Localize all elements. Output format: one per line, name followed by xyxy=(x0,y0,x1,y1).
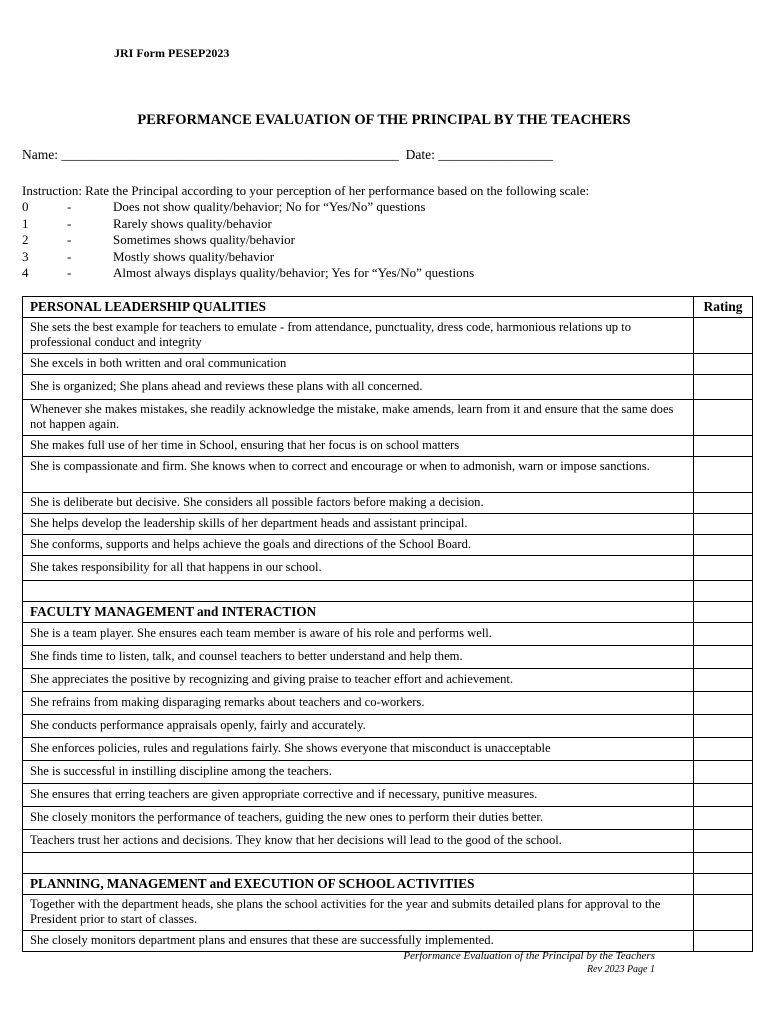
table-row xyxy=(23,807,753,830)
scale-number: 3 xyxy=(22,248,29,264)
scale-number: 1 xyxy=(22,215,29,231)
table-row xyxy=(23,623,753,646)
date-field[interactable]: _________________ xyxy=(438,147,553,162)
table-row xyxy=(23,493,753,514)
criterion-text: She is successful in instilling discipline among the teachers. xyxy=(23,761,694,784)
scale-description: Almost always displays quality/behavior; Yes for “Yes/No” questions xyxy=(113,265,475,281)
rating-cell[interactable] xyxy=(694,784,753,807)
table-row xyxy=(23,715,753,738)
table-row xyxy=(23,669,753,692)
rating-cell[interactable] xyxy=(694,715,753,738)
criterion-text: She enforces policies, rules and regulations fairly. She shows everyone that misconduct is unacceptable xyxy=(23,738,694,761)
scale-dash: - xyxy=(67,248,72,264)
name-date-line xyxy=(22,147,553,163)
scale-number: 2 xyxy=(22,232,29,248)
scale-dash: - xyxy=(67,265,72,281)
rating-cell[interactable] xyxy=(694,692,753,715)
scale-row xyxy=(22,265,589,281)
rating-cell[interactable] xyxy=(694,318,753,354)
rating-cell xyxy=(694,874,753,895)
rating-cell[interactable] xyxy=(694,436,753,457)
rating-cell[interactable] xyxy=(694,556,753,581)
footer-title: Performance Evaluation of the Principal by the Teachers xyxy=(403,950,655,962)
table-row xyxy=(23,375,753,400)
criterion-text: She is organized; She plans ahead and reviews these plans with all concerned. xyxy=(23,375,694,400)
criterion-text: Whenever she makes mistakes, she readily acknowledge the mistake, make amends, learn from it and ensure that the same does not happen again. xyxy=(23,400,694,436)
section-header-row xyxy=(23,874,753,895)
rating-cell xyxy=(694,853,753,874)
scale-row xyxy=(22,216,589,232)
section-heading: PERSONAL LEADERSHIP QUALITIES xyxy=(23,297,694,318)
instruction-text: Instruction: Rate the Principal according to your perception of her performance based on the following scale: xyxy=(22,183,590,198)
table-row xyxy=(23,318,753,354)
date-label: Date: xyxy=(405,147,435,162)
rating-header: Rating xyxy=(694,297,753,318)
criterion-text: She excels in both written and oral communication xyxy=(23,354,694,375)
table-row xyxy=(23,830,753,853)
criterion-text: She is deliberate but decisive. She considers all possible factors before making a decision. xyxy=(23,493,694,514)
criterion-text: She is compassionate and firm. She knows when to correct and encourage or when to admonish, warn or impose sanctions. xyxy=(23,457,694,493)
rating-cell[interactable] xyxy=(694,895,753,931)
criterion-text: She finds time to listen, talk, and counsel teachers to better understand and help them. xyxy=(23,646,694,669)
criterion-text: Teachers trust her actions and decisions. They know that her decisions will lead to the good of the school. xyxy=(23,830,694,853)
scale-row xyxy=(22,232,589,248)
rating-cell[interactable] xyxy=(694,623,753,646)
criterion-text: She refrains from making disparaging remarks about teachers and co-workers. xyxy=(23,692,694,715)
table-row xyxy=(23,457,753,493)
rating-cell[interactable] xyxy=(694,400,753,436)
scale-description: Sometimes shows quality/behavior xyxy=(113,232,295,248)
table-row xyxy=(23,761,753,784)
rating-cell[interactable] xyxy=(694,761,753,784)
criterion-text: She conforms, supports and helps achieve the goals and directions of the School Board. xyxy=(23,535,694,556)
rating-cell[interactable] xyxy=(694,354,753,375)
table-row xyxy=(23,784,753,807)
criterion-text: She conducts performance appraisals openly, fairly and accurately. xyxy=(23,715,694,738)
rating-cell[interactable] xyxy=(694,493,753,514)
scale-dash: - xyxy=(67,232,72,248)
rating-cell[interactable] xyxy=(694,807,753,830)
table-row xyxy=(23,514,753,535)
scale-row xyxy=(22,199,589,215)
scale-number: 4 xyxy=(22,265,29,281)
criterion-text: Together with the department heads, she plans the school activities for the year and submits detailed plans for approval to the President prior to start of classes. xyxy=(23,895,694,931)
criterion-text: She makes full use of her time in School, ensuring that her focus is on school matters xyxy=(23,436,694,457)
section-header-row xyxy=(23,297,753,318)
table-row xyxy=(23,400,753,436)
scale-description: Rarely shows quality/behavior xyxy=(113,215,272,231)
blank-row xyxy=(23,581,753,602)
rating-cell[interactable] xyxy=(694,535,753,556)
table-row xyxy=(23,646,753,669)
table-row xyxy=(23,738,753,761)
rating-cell[interactable] xyxy=(694,375,753,400)
table-row xyxy=(23,535,753,556)
footer-page-number: Rev 2023 Page 1 xyxy=(586,964,655,975)
name-field[interactable]: __________________________________________________ xyxy=(61,147,399,162)
scale-dash: - xyxy=(67,199,72,215)
scale-description: Does not show quality/behavior; No for “Yes/No” questions xyxy=(113,199,426,215)
evaluation-table xyxy=(22,296,753,952)
criterion-text: She appreciates the positive by recognizing and giving praise to teacher effort and achievement. xyxy=(23,669,694,692)
rating-cell[interactable] xyxy=(694,931,753,952)
page-title: PERFORMANCE EVALUATION OF THE PRINCIPAL BY THE TEACHERS xyxy=(137,112,631,128)
criterion-text: She closely monitors department plans and ensures that these are successfully implemented. xyxy=(23,931,694,952)
criterion-text: She takes responsibility for all that happens in our school. xyxy=(23,556,694,581)
rating-cell[interactable] xyxy=(694,669,753,692)
scale-description: Mostly shows quality/behavior xyxy=(113,248,275,264)
table-row xyxy=(23,354,753,375)
section-heading: FACULTY MANAGEMENT and INTERACTION xyxy=(23,602,694,623)
scale-number: 0 xyxy=(22,199,29,215)
table-row xyxy=(23,556,753,581)
blank-cell xyxy=(23,853,694,874)
rating-cell xyxy=(694,581,753,602)
rating-cell[interactable] xyxy=(694,830,753,853)
section-heading: PLANNING, MANAGEMENT and EXECUTION OF SCHOOL ACTIVITIES xyxy=(23,874,694,895)
scale-dash: - xyxy=(67,215,72,231)
criterion-text: She closely monitors the performance of teachers, guiding the new ones to perform their duties better. xyxy=(23,807,694,830)
criterion-text: She is a team player. She ensures each team member is aware of his role and performs well. xyxy=(23,623,694,646)
page-footer xyxy=(403,950,655,976)
table-row xyxy=(23,436,753,457)
rating-cell[interactable] xyxy=(694,457,753,493)
instructions xyxy=(22,183,589,281)
scale-row xyxy=(22,249,589,265)
section-header-row xyxy=(23,602,753,623)
table-row xyxy=(23,895,753,931)
blank-cell xyxy=(23,581,694,602)
blank-row xyxy=(23,853,753,874)
table-row xyxy=(23,692,753,715)
name-label: Name: xyxy=(22,147,58,162)
form-id: JRI Form PESEP2023 xyxy=(114,46,230,60)
table-row xyxy=(23,931,753,952)
criterion-text: She helps develop the leadership skills of her department heads and assistant principal. xyxy=(23,514,694,535)
criterion-text: She ensures that erring teachers are given appropriate corrective and if necessary, punitive measures. xyxy=(23,784,694,807)
rating-cell xyxy=(694,602,753,623)
rating-cell[interactable] xyxy=(694,646,753,669)
rating-cell[interactable] xyxy=(694,514,753,535)
rating-cell[interactable] xyxy=(694,738,753,761)
criterion-text: She sets the best example for teachers to emulate - from attendance, punctuality, dress code, harmonious relations up to professional conduct and integrity xyxy=(23,318,694,354)
